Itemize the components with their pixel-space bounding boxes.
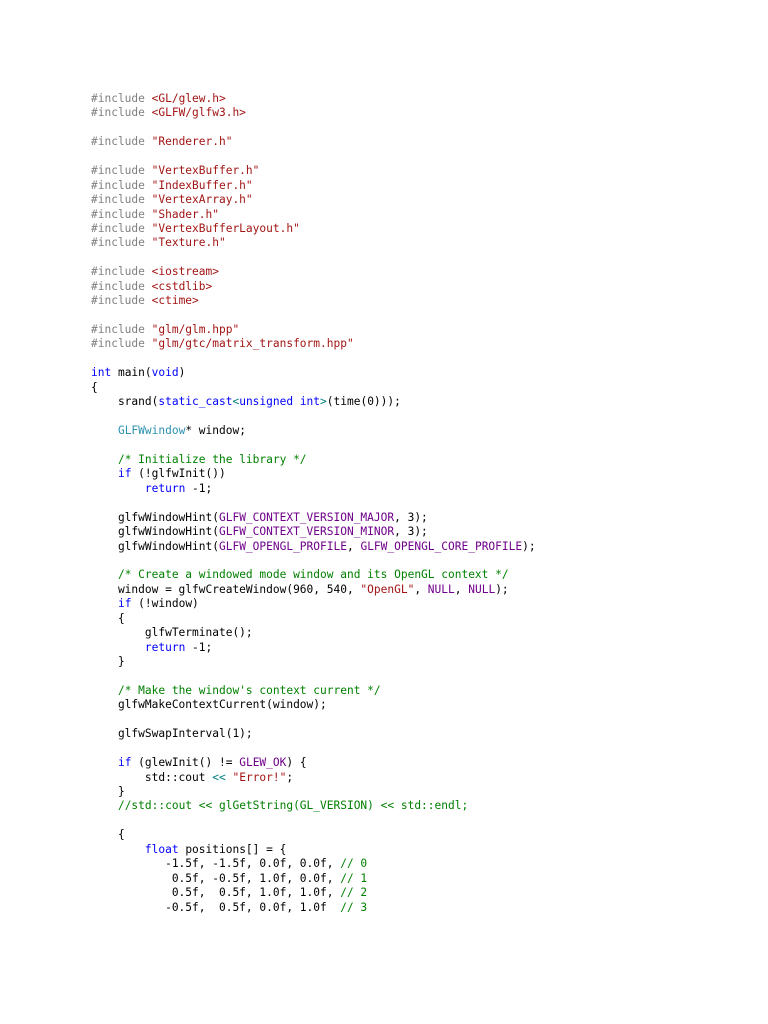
code-text (91, 641, 145, 654)
code-line (91, 626, 536, 640)
code-text: , (454, 582, 469, 596)
code-line (91, 439, 536, 453)
code-line (91, 713, 536, 727)
code-text: glfwMakeContextCurrent(window); (91, 698, 327, 712)
string-literal: <iostream> (151, 265, 219, 279)
preprocessor-token: #include (91, 294, 152, 308)
code-line (91, 727, 536, 741)
code-line (91, 395, 536, 409)
code-line (91, 265, 536, 279)
code-text: glfwWindowHint( (91, 510, 219, 524)
preprocessor-token: #include (91, 193, 152, 207)
string-literal: "OpenGL" (360, 582, 415, 596)
code-comment: // 3 (340, 900, 368, 914)
code-listing (91, 92, 536, 915)
code-text: } (91, 655, 125, 669)
keyword-token: unsigned int (239, 395, 321, 409)
code-text: (!window) (131, 597, 199, 611)
code-text: glfwTerminate(); (91, 626, 253, 640)
preprocessor-token: #include (91, 106, 152, 120)
code-text: (!glfwInit()) (131, 467, 226, 481)
code-line (91, 208, 536, 222)
string-literal: "Error!" (232, 770, 287, 784)
code-line (91, 655, 536, 669)
code-line (91, 294, 536, 308)
code-text (91, 597, 118, 610)
string-literal: "glm/glm.hpp" (151, 323, 240, 336)
string-literal: <cstdlib> (151, 279, 213, 293)
string-literal: "Shader.h" (151, 207, 219, 221)
code-line (91, 554, 536, 568)
code-line (91, 179, 536, 193)
keyword-token: void (151, 366, 179, 380)
code-text: ) (178, 366, 186, 380)
code-text: (time(0))); (326, 395, 401, 409)
keyword-token: static_cast (158, 395, 233, 409)
operator-token: << (212, 770, 226, 784)
code-text: { (91, 828, 125, 842)
code-line (91, 323, 536, 337)
code-line (91, 742, 536, 756)
code-line (91, 684, 536, 698)
preprocessor-token: #include (91, 221, 152, 235)
preprocessor-token: #include (91, 279, 152, 293)
string-literal: "VertexBuffer.h" (151, 164, 260, 178)
code-text (91, 756, 118, 769)
preprocessor-token: #include (91, 265, 152, 279)
code-text: 0.5f, 0.5f, 1.0f, 1.0f, (91, 886, 341, 900)
string-literal: "Renderer.h" (151, 135, 233, 149)
code-line (91, 410, 536, 424)
code-line (91, 352, 536, 366)
operator-token: < (232, 395, 240, 409)
string-literal: "glm/gtc/matrix_transform.hpp" (151, 337, 354, 351)
code-line (91, 135, 536, 149)
code-text: { (91, 380, 98, 394)
code-text: , (414, 582, 428, 596)
preprocessor-token: #include (91, 92, 152, 105)
code-comment: /* Create a windowed mode window and its OpenGL context */ (117, 568, 509, 582)
code-text: -1; (185, 640, 213, 654)
code-text: glfwWindowHint( (91, 539, 219, 553)
type-name: GLFWwindow (117, 424, 186, 438)
code-line (91, 280, 536, 294)
string-literal: "VertexArray.h" (151, 193, 253, 207)
string-literal: "VertexBufferLayout.h" (151, 221, 300, 235)
code-line (91, 482, 536, 496)
code-line (91, 756, 536, 770)
code-line (91, 236, 536, 250)
code-comment: /* Initialize the library */ (117, 452, 307, 466)
code-line (91, 814, 536, 828)
code-text (91, 424, 118, 437)
code-line (91, 150, 536, 164)
code-text: ); (522, 539, 536, 553)
code-line (91, 381, 536, 395)
code-line (91, 670, 536, 684)
keyword-token: if (117, 467, 132, 481)
code-text: * window; (185, 424, 246, 438)
code-line (91, 698, 536, 712)
code-line (91, 309, 536, 323)
code-line (91, 641, 536, 655)
code-text: std::cout (91, 770, 213, 784)
code-text (91, 799, 118, 812)
code-line (91, 424, 536, 438)
code-line (91, 193, 536, 207)
code-text: -0.5f, 0.5f, 0.0f, 1.0f (91, 900, 341, 914)
code-text: 0.5f, -0.5f, 1.0f, 0.0f, (91, 871, 341, 885)
code-comment: // 2 (340, 886, 368, 900)
keyword-token: int (91, 366, 112, 380)
operator-token: > (320, 395, 327, 409)
code-text (91, 453, 118, 466)
code-text (91, 467, 118, 480)
code-line (91, 857, 536, 871)
keyword-token: return (144, 640, 186, 654)
code-text: , 3); (394, 510, 428, 524)
code-line (91, 92, 536, 106)
code-line (91, 872, 536, 886)
code-line (91, 785, 536, 799)
code-text (91, 482, 145, 495)
code-line (91, 251, 536, 265)
code-comment: // 1 (340, 871, 368, 885)
macro-constant: GLEW_OK (239, 756, 287, 770)
preprocessor-token: #include (91, 236, 152, 250)
code-line (91, 164, 536, 178)
code-text: window = glfwCreateWindow(960, 540, (91, 582, 361, 596)
code-line (91, 121, 536, 135)
code-comment: // 0 (340, 857, 368, 871)
string-literal: "Texture.h" (151, 236, 226, 250)
code-line (91, 106, 536, 120)
code-line (91, 568, 536, 582)
code-line (91, 828, 536, 842)
code-text: ) { (286, 756, 307, 770)
code-line (91, 525, 536, 539)
keyword-token: if (117, 597, 132, 611)
code-line (91, 612, 536, 626)
code-text: , (346, 539, 361, 553)
code-text: glfwWindowHint( (91, 525, 219, 539)
code-line (91, 886, 536, 900)
code-line (91, 771, 536, 785)
code-text: positions[] = { (178, 842, 287, 856)
code-comment: /* Make the window's context current */ (117, 683, 381, 697)
preprocessor-token: #include (91, 323, 152, 336)
code-text: ); (495, 582, 509, 596)
keyword-token: float (144, 842, 179, 856)
preprocessor-token: #include (91, 207, 152, 221)
code-text: -1; (185, 481, 213, 495)
code-line (91, 901, 536, 915)
string-literal: <ctime> (151, 294, 199, 308)
code-line (91, 366, 536, 380)
code-text (91, 843, 145, 856)
code-text: , 3); (394, 525, 428, 539)
macro-constant: NULL (427, 582, 455, 596)
macro-constant: GLFW_OPENGL_PROFILE (218, 539, 347, 553)
code-text: main( (111, 366, 152, 380)
preprocessor-token: #include (91, 178, 152, 192)
code-line (91, 496, 536, 510)
code-text (91, 684, 118, 697)
code-line (91, 583, 536, 597)
code-text: srand( (91, 395, 159, 409)
preprocessor-token: #include (91, 135, 152, 149)
code-text: (glewInit() != (131, 756, 240, 770)
code-line (91, 597, 536, 611)
code-line (91, 799, 536, 813)
code-text (91, 568, 118, 581)
string-literal: <GLFW/glfw3.h> (151, 106, 246, 120)
keyword-token: if (117, 756, 132, 770)
code-text: ; (286, 770, 294, 784)
keyword-token: return (144, 481, 186, 495)
preprocessor-token: #include (91, 164, 152, 178)
code-text: -1.5f, -1.5f, 0.0f, 0.0f, (91, 857, 341, 871)
macro-constant: GLFW_CONTEXT_VERSION_MAJOR (218, 510, 395, 524)
code-comment: //std::cout << glGetString(GL_VERSION) << std::endl; (117, 799, 469, 813)
string-literal: <GL/glew.h> (151, 92, 226, 105)
code-text: glfwSwapInterval(1); (91, 727, 253, 741)
code-line (91, 511, 536, 525)
code-line (91, 222, 536, 236)
preprocessor-token: #include (91, 337, 152, 351)
string-literal: "IndexBuffer.h" (151, 178, 253, 192)
code-line (91, 843, 536, 857)
code-line (91, 453, 536, 467)
macro-constant: NULL (468, 582, 496, 596)
code-line (91, 540, 536, 554)
code-text: { (91, 611, 125, 625)
code-line (91, 467, 536, 481)
code-line (91, 337, 536, 351)
macro-constant: GLFW_OPENGL_CORE_PROFILE (360, 539, 523, 553)
code-text: } (91, 785, 125, 798)
macro-constant: GLFW_CONTEXT_VERSION_MINOR (218, 525, 395, 539)
